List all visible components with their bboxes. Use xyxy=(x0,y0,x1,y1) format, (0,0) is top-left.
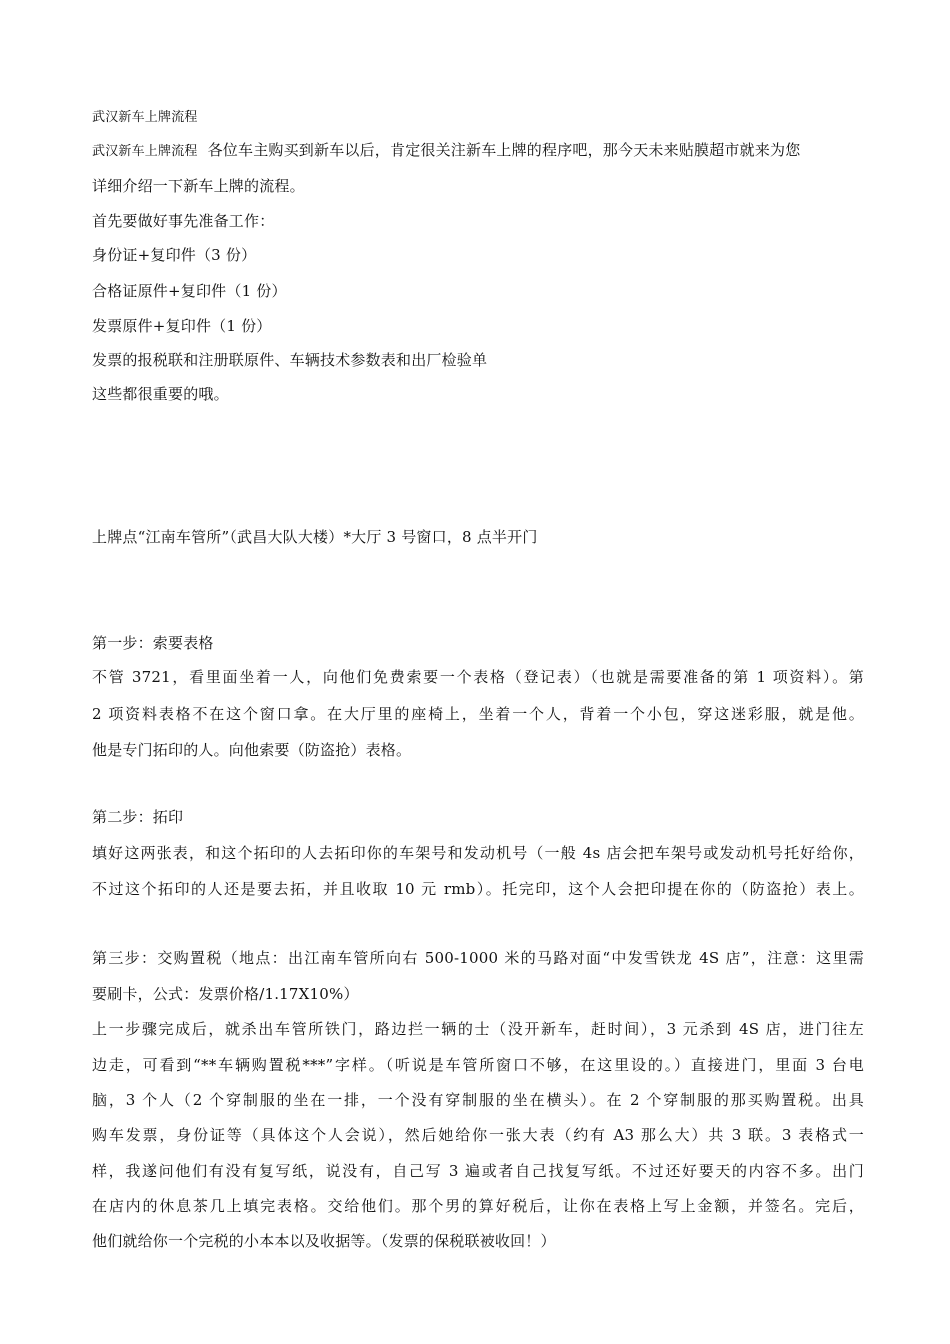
step1-line: 不管 3721，看里面坐着一人，向他们免费索要一个表格（登记表）（也就是需要准备的第 1 项资料）。第 xyxy=(92,668,864,686)
step3-line: 要刷卡，公式：发票价格/1.17X10%） xyxy=(92,985,359,1003)
step3-line: 脑，3 个人（2 个穿制服的坐在一排，一个没有穿制服的坐在横头）。在 2 个穿制服的那买购置税。出具 xyxy=(92,1091,864,1109)
prep-heading: 首先要做好事先准备工作： xyxy=(92,212,275,230)
step3-line: 在店内的休息茶几上填完表格。交给他们。那个男的算好税后，让你在表格上写上金额，并签名。完后， xyxy=(92,1197,864,1215)
prep-item: 合格证原件+复印件（1 份） xyxy=(92,282,287,300)
step3-line: 他们就给你一个完税的小本本以及收据等。（发票的保税联被收回！） xyxy=(92,1232,556,1250)
step3-line: 上一步骤完成后，就杀出车管所铁门，路边拦一辆的士（没开新车，赶时间），3 元杀到 4S 店，进门往左 xyxy=(92,1020,864,1038)
step3-title-line: 第三步：交购置税（地点：出江南车管所向右 500-1000 米的马路对面“中发雪铁龙 4S 店”，注意：这里需 xyxy=(92,949,864,967)
prep-item: 发票原件+复印件（1 份） xyxy=(92,317,272,335)
prep-item: 身份证+复印件（3 份） xyxy=(92,246,257,264)
doc-title: 武汉新车上牌流程 xyxy=(92,110,198,125)
intro-text-1: 各位车主购买到新车以后，肯定很关注新车上牌的程序吧，那今天未来贴膜超市就来为您 xyxy=(207,141,801,159)
step2-title: 第二步：拓印 xyxy=(92,808,184,826)
step3-line: 购车发票，身份证等（具体这个人会说），然后她给你一张大表（约有 A3 那么大）共 3 联。3 表格式一 xyxy=(92,1126,864,1144)
prep-item: 发票的报税联和注册联原件、车辆技术参数表和出厂检验单 xyxy=(92,351,488,369)
intro-label: 武汉新车上牌流程 xyxy=(92,144,198,159)
intro-line-1 xyxy=(92,140,800,162)
step3-line: 样，我遂问他们有没有复写纸，说没有，自己写 3 遍或者自己找复写纸。不过还好要天的内容不多。出门 xyxy=(92,1162,864,1180)
step1-title: 第一步：索要表格 xyxy=(92,634,214,652)
step1-line: 他是专门拓印的人。向他索要（防盗抢）表格。 xyxy=(92,741,412,759)
step1-line: 2 项资料表格不在这个窗口拿。在大厅里的座椅上，坐着一个人，背着一个小包，穿这迷彩服，就是他。 xyxy=(92,705,864,723)
step2-line: 填好这两张表，和这个拓印的人去拓印你的车架号和发动机号（一般 4s 店会把车架号或发动机号托好给你， xyxy=(92,844,864,862)
prep-item: 这些都很重要的哦。 xyxy=(92,385,229,403)
location-line: 上牌点“江南车管所”（武昌大队大楼）*大厅 3 号窗口，8 点半开门 xyxy=(92,528,538,546)
intro-line-2: 详细介绍一下新车上牌的流程。 xyxy=(92,177,305,195)
step3-line: 边走，可看到“**车辆购置税***”字样。（听说是车管所窗口不够，在这里设的。）直接进门，里面 3 台电 xyxy=(92,1056,864,1074)
step2-line: 不过这个拓印的人还是要去拓，并且收取 10 元 rmb）。托完印，这个人会把印提在你的（防盗抢）表上。 xyxy=(92,880,864,898)
